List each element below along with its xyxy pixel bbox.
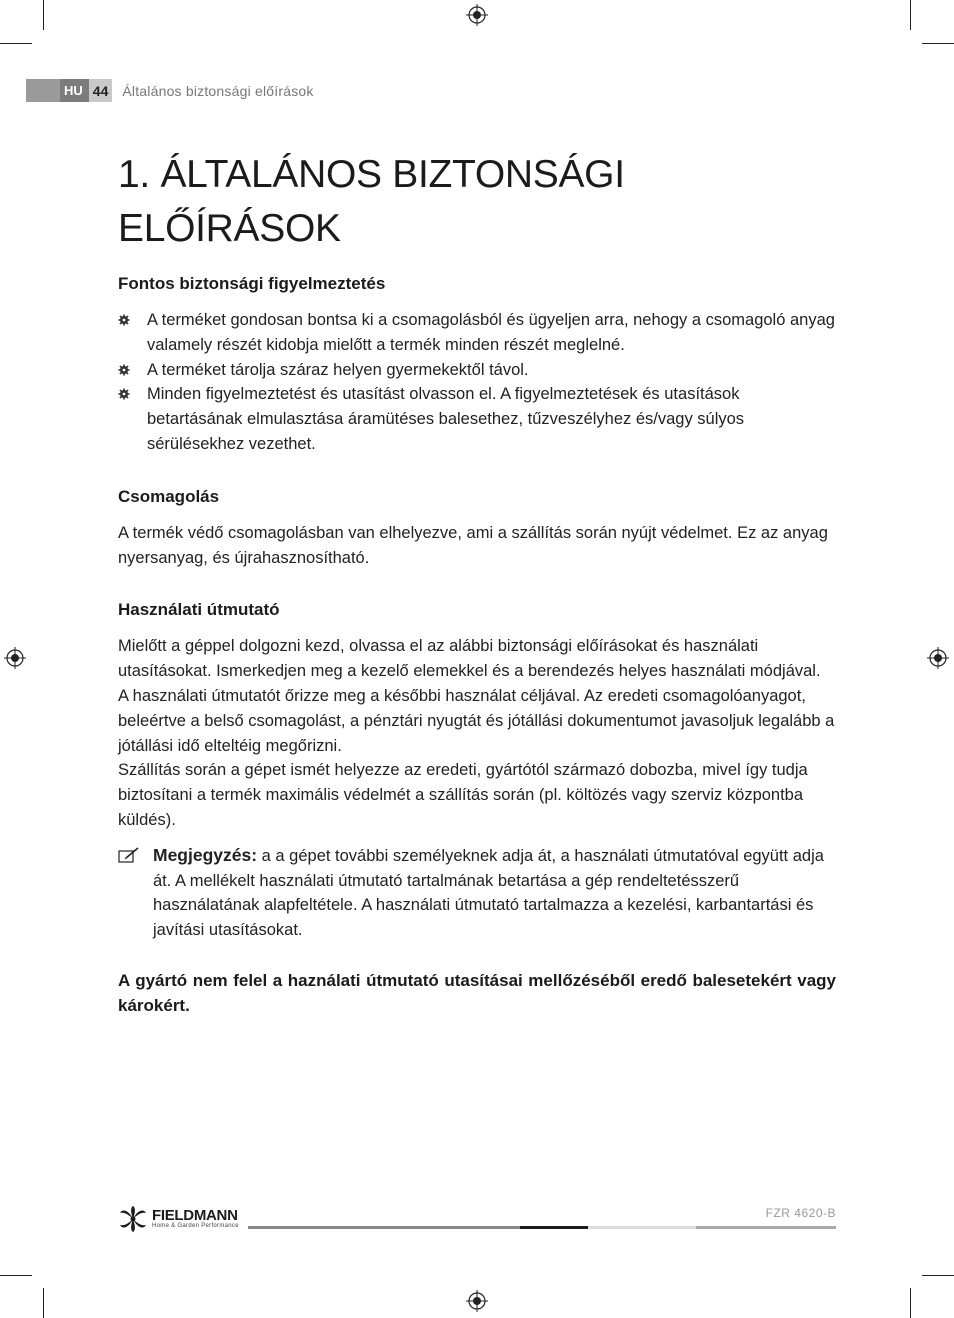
- note-block: [118, 843, 836, 943]
- crop-mark: [922, 43, 954, 44]
- main-content: [118, 148, 836, 1018]
- brand-name: FIELDMANN: [152, 1207, 238, 1224]
- crop-mark: [910, 1288, 911, 1318]
- gear-bullet-icon: [118, 314, 130, 326]
- manual-paragraph: A használati útmutatót őrizze meg a későbbi használat céljával. Az eredeti csomagolóanyagot, beleértve a belső csomagolást, a pénztári nyugtát és jótállási dokumentumot javasoljuk legalább a jótállási idő elteltéig megőrizni.: [118, 686, 835, 755]
- safety-heading: Fontos biztonsági figyelmeztetés: [118, 274, 386, 293]
- list-item: [118, 358, 836, 383]
- registration-mark-icon: [466, 1290, 488, 1312]
- crop-mark: [0, 1275, 32, 1276]
- language-label: HU: [60, 79, 89, 102]
- safety-section: [118, 272, 836, 457]
- note-pencil-icon: [118, 847, 140, 863]
- gear-bullet-icon: [118, 364, 130, 376]
- crop-mark: [0, 43, 32, 44]
- note-label: Megjegyzés:: [153, 844, 258, 865]
- packaging-section: [118, 485, 836, 571]
- list-item-text: Minden figyelmeztetést és utasítást olvasson el. A figyelmeztetések és utasítások betartásának elmulasztása áramütéses balesethez, tűzveszélyhez és/vagy súlyos sérülésekhez vezethet.: [147, 385, 745, 453]
- registration-mark-icon: [466, 4, 488, 26]
- note-text: a a gépet további személyeknek adja át, a használati útmutatóval együtt adja át. A mellékelt használati útmutató tartalmának betartása a gép rendeltetésszerű használatának alapfeltétele. A használati útmutató tartalmazza a kezelési, karbantartási és javítási utasításokat.: [153, 846, 824, 940]
- safety-list: [118, 308, 836, 457]
- fieldmann-logo-icon: [118, 1205, 148, 1233]
- page-number: 44: [89, 79, 113, 102]
- list-item-text: A terméket gondosan bontsa ki a csomagolásból és ügyeljen arra, nehogy a csomagoló anyag valamely részét kidobja mielőtt a termék minden részét meglelné.: [147, 311, 835, 354]
- manual-paragraph: Mielőtt a géppel dolgozni kezd, olvassa el az alábbi biztonsági előírásokat és használati utasításokat. Ismerkedjen meg a kezelő elemekkel és a berendezés helyes használati módjával.: [118, 637, 821, 681]
- crop-mark: [43, 1288, 44, 1318]
- crop-mark: [910, 0, 911, 30]
- running-header-title: Általános biztonsági előírások: [122, 82, 314, 99]
- packaging-heading: Csomagolás: [118, 486, 220, 506]
- list-item: [118, 382, 836, 456]
- model-number: FZR 4620-B: [765, 1206, 836, 1220]
- registration-mark-icon: [4, 647, 26, 669]
- manual-paragraph: Szállítás során a gépet ismét helyezze az eredeti, gyártótól származó dobozba, mivel így tudja biztosítani a termék maximális védelmét a szállítás során (pl. költözés vagy szerviz központba küldés).: [118, 761, 808, 829]
- manual-section: [118, 598, 836, 943]
- page-title: 1. ÁLTALÁNOS BIZTONSÁGI ELŐÍRÁSOK: [118, 153, 625, 250]
- brand-tagline: Home & Garden Performance: [152, 1223, 239, 1229]
- liability-warning: A gyártó nem felel a haználati útmutató utasításai mellőzéséből eredő balesetekért vagy károkért.: [118, 970, 836, 1015]
- gear-bullet-icon: [118, 388, 130, 400]
- list-item: [118, 308, 836, 358]
- list-item-text: A terméket tárolja száraz helyen gyermekektől távol.: [147, 360, 529, 379]
- crop-mark: [43, 0, 44, 30]
- page-header: [26, 79, 314, 102]
- manual-heading: Használati útmutató: [118, 600, 280, 620]
- footer-rule: [696, 1226, 836, 1229]
- packaging-text: A termék védő csomagolásban van elhelyezve, ami a szállítás során nyújt védelmet. Ez az anyag nyersanyag, és újrahasznosítható.: [118, 523, 828, 567]
- footer-rule: [248, 1226, 520, 1229]
- footer-rule: [520, 1226, 588, 1229]
- header-tab-block: [26, 79, 60, 102]
- page-footer: [118, 1203, 836, 1233]
- registration-mark-icon: [927, 647, 949, 669]
- crop-mark: [922, 1275, 954, 1276]
- footer-rule: [588, 1226, 696, 1229]
- brand-logo: [118, 1205, 239, 1233]
